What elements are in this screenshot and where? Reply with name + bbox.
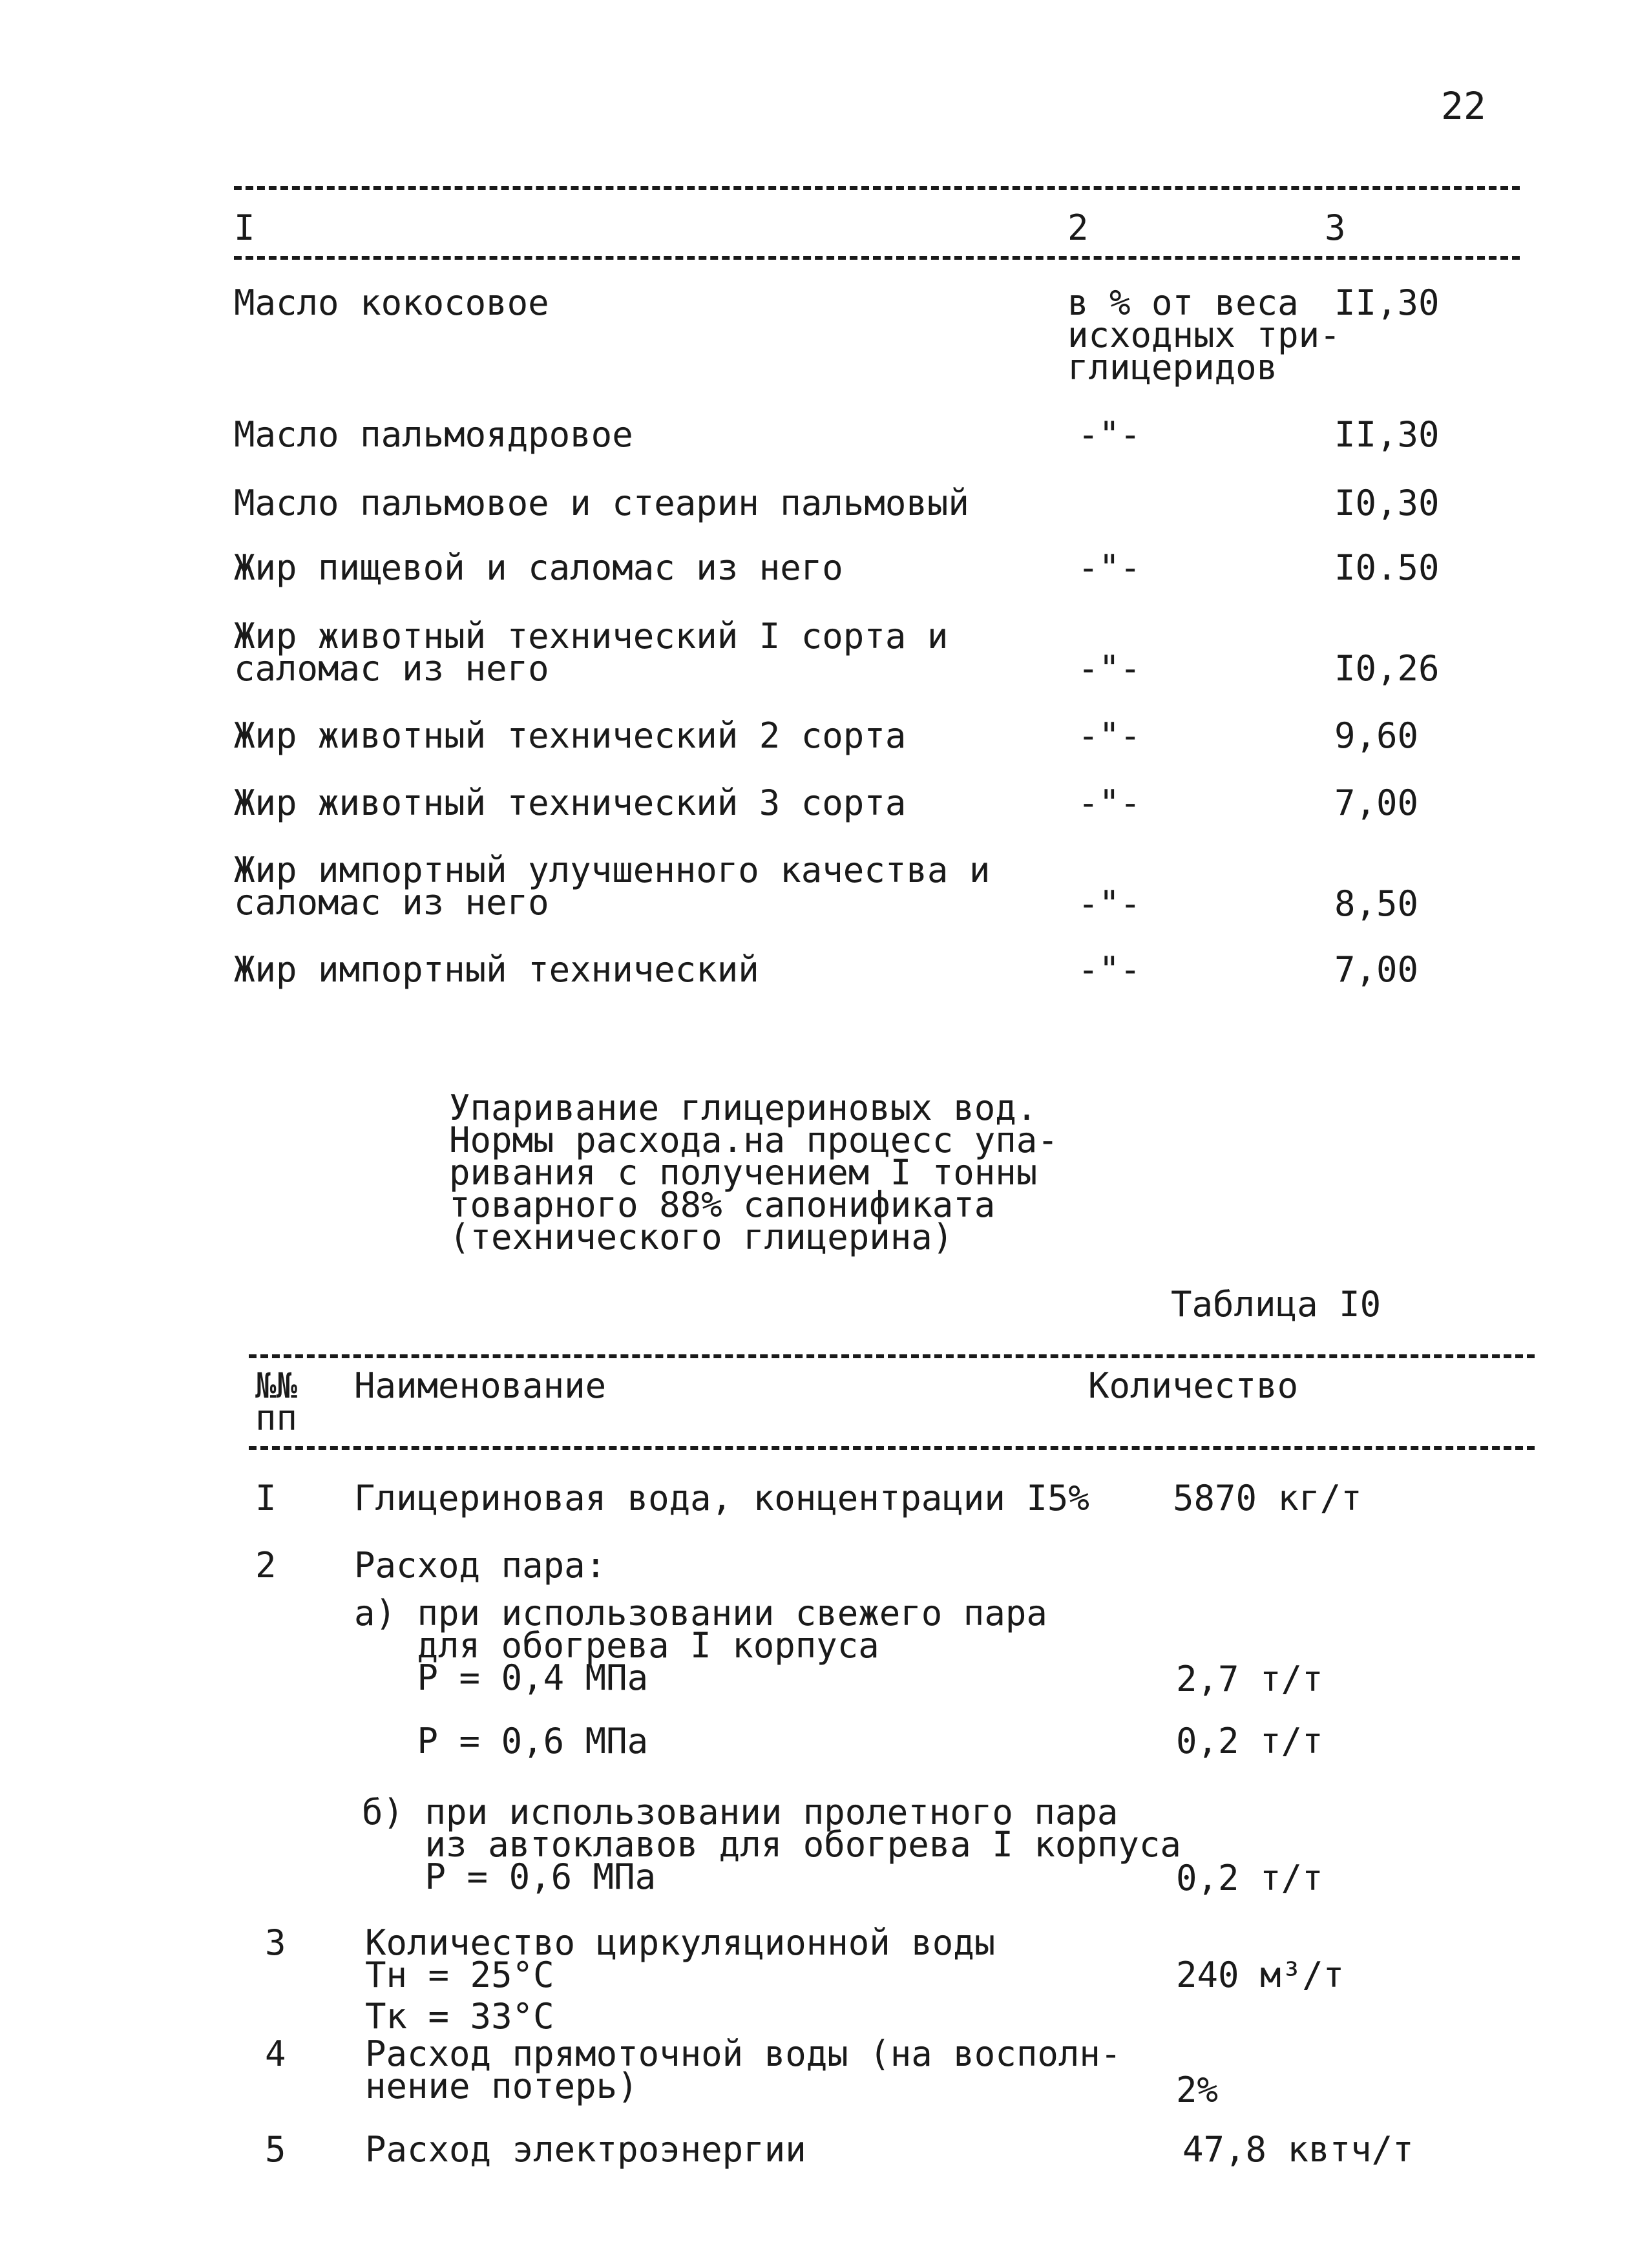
table10-row-num: 5 <box>265 2129 286 2170</box>
table9-row-unit: -"- <box>1078 782 1141 823</box>
table9-row-value: 7,00 <box>1334 949 1419 990</box>
table10-row-qty: 2% <box>1176 2070 1219 2110</box>
page-number: 22 <box>1441 84 1486 128</box>
table10-row-text: для обогрева I корпуса <box>354 1625 879 1666</box>
table9-row-name: саломас из него <box>234 648 549 689</box>
table9-col-header-3: 3 <box>1325 207 1346 248</box>
table9-row-unit: -"- <box>1078 949 1141 990</box>
table9-row-name: Жир пищевой и саломас из него <box>234 547 843 588</box>
table10-row-text: Р = 0,6 МПа <box>354 1721 649 1761</box>
table10-row-text: а) при использовании свежего пара <box>354 1593 1047 1633</box>
table10-row-text: Глицериновая вода, концентрации I5% <box>354 1478 1089 1518</box>
table10-row-text: из автоклавов для обогрева I корпуса <box>362 1824 1181 1865</box>
table9-top-rule <box>234 186 1520 190</box>
section-title-line: (технического глицерина) <box>449 1217 954 1257</box>
section-title-line: Упаривание глицериновых вод. <box>449 1087 1038 1128</box>
table10-row-text: Р = 0,6 МПа <box>362 1856 656 1897</box>
table10-row-text: Тн = 25°С <box>365 1955 554 1995</box>
table10-row-text: Р = 0,4 МПа <box>354 1657 649 1698</box>
table9-row-unit: -"- <box>1078 715 1141 756</box>
table9-row-unit: -"- <box>1078 883 1141 924</box>
table10-header-qty: Количество <box>1088 1365 1299 1406</box>
table9-row-value: II,30 <box>1334 282 1440 323</box>
table10-row-num: 2 <box>255 1545 277 1586</box>
table10-row-text: б) при использовании пролетного пара <box>362 1792 1119 1832</box>
table10-header-name: Наименование <box>354 1365 607 1406</box>
table10-row-num: 4 <box>265 2033 286 2074</box>
table9-row-value: 8,50 <box>1334 883 1419 924</box>
table9-row-value: II,30 <box>1334 414 1440 455</box>
table9-row-name: Масло пальмовое и стеарин пальмовый <box>234 483 969 523</box>
table10-row-qty: 2,7 т/т <box>1176 1659 1323 1699</box>
table9-col-header-2: 2 <box>1067 207 1089 248</box>
table10-row-qty: 5870 кг/т <box>1173 1478 1362 1518</box>
table10-row-text: нение потерь) <box>365 2066 638 2106</box>
table10-row-num: 3 <box>265 1922 286 1963</box>
table9-row-value: I0.50 <box>1334 547 1440 588</box>
table9-row-name: Жир импортный технический <box>234 949 759 990</box>
table9-header-rule <box>234 256 1520 260</box>
table10-header-num2: пп <box>255 1398 298 1438</box>
table9-unit-line: глицеридов <box>1067 347 1278 388</box>
table10-header-rule <box>249 1446 1535 1450</box>
table10-row-text: Количество циркуляционной воды <box>365 1922 996 1963</box>
table10-row-text: Расход прямоточной воды (на восполн- <box>365 2033 1122 2074</box>
table10-row-text: Тк = 33°С <box>365 1996 554 2037</box>
table9-row-value: 9,60 <box>1334 715 1419 756</box>
table10-top-rule <box>249 1354 1535 1358</box>
table9-row-name: Жир животный технический 2 сорта <box>234 715 907 756</box>
table9-row-name: Жир импортный улучшенного качества и <box>234 850 991 890</box>
table9-row-value: I0,26 <box>1334 648 1440 689</box>
table9-row-name: Масло пальмоядровое <box>234 414 633 455</box>
table9-row-unit: -"- <box>1078 547 1141 588</box>
table9-row-name: Масло кокосовое <box>234 282 549 323</box>
section-title-line: ривания с получением I тонны <box>449 1152 1038 1193</box>
table10-row-text: Расход пара: <box>354 1545 607 1586</box>
table9-row-value: 7,00 <box>1334 782 1419 823</box>
table10-header-num: №№ <box>255 1365 298 1406</box>
table9-row-name: Жир животный технический 3 сорта <box>234 782 907 823</box>
table9-row-value: I0,30 <box>1334 483 1440 523</box>
table10-row-qty: 240 м³/т <box>1176 1955 1345 1995</box>
table9-row-name: саломас из него <box>234 882 549 923</box>
table10-row-qty: 0,2 т/т <box>1176 1721 1323 1761</box>
table9-unit-line: исходных три- <box>1067 315 1341 355</box>
table10-row-qty: 0,2 т/т <box>1176 1858 1323 1898</box>
table10-row-qty: 47,8 квтч/т <box>1182 2129 1414 2170</box>
section-title-line: Нормы расхода.на процесс упа- <box>449 1120 1058 1160</box>
section-title-line: товарного 88% сапонификата <box>449 1184 996 1225</box>
table9-row-unit: -"- <box>1078 648 1141 689</box>
table10-row-num: I <box>255 1478 277 1518</box>
table9-col-header-1: I <box>234 207 255 248</box>
table10-row-text: Расход электроэнергии <box>365 2129 806 2170</box>
table9-unit-line: в % от веса <box>1067 282 1299 323</box>
table9-row-unit: -"- <box>1078 414 1141 455</box>
table10-caption: Таблица I0 <box>1171 1284 1381 1325</box>
table9-row-name: Жир животный технический I сорта и <box>234 616 949 656</box>
